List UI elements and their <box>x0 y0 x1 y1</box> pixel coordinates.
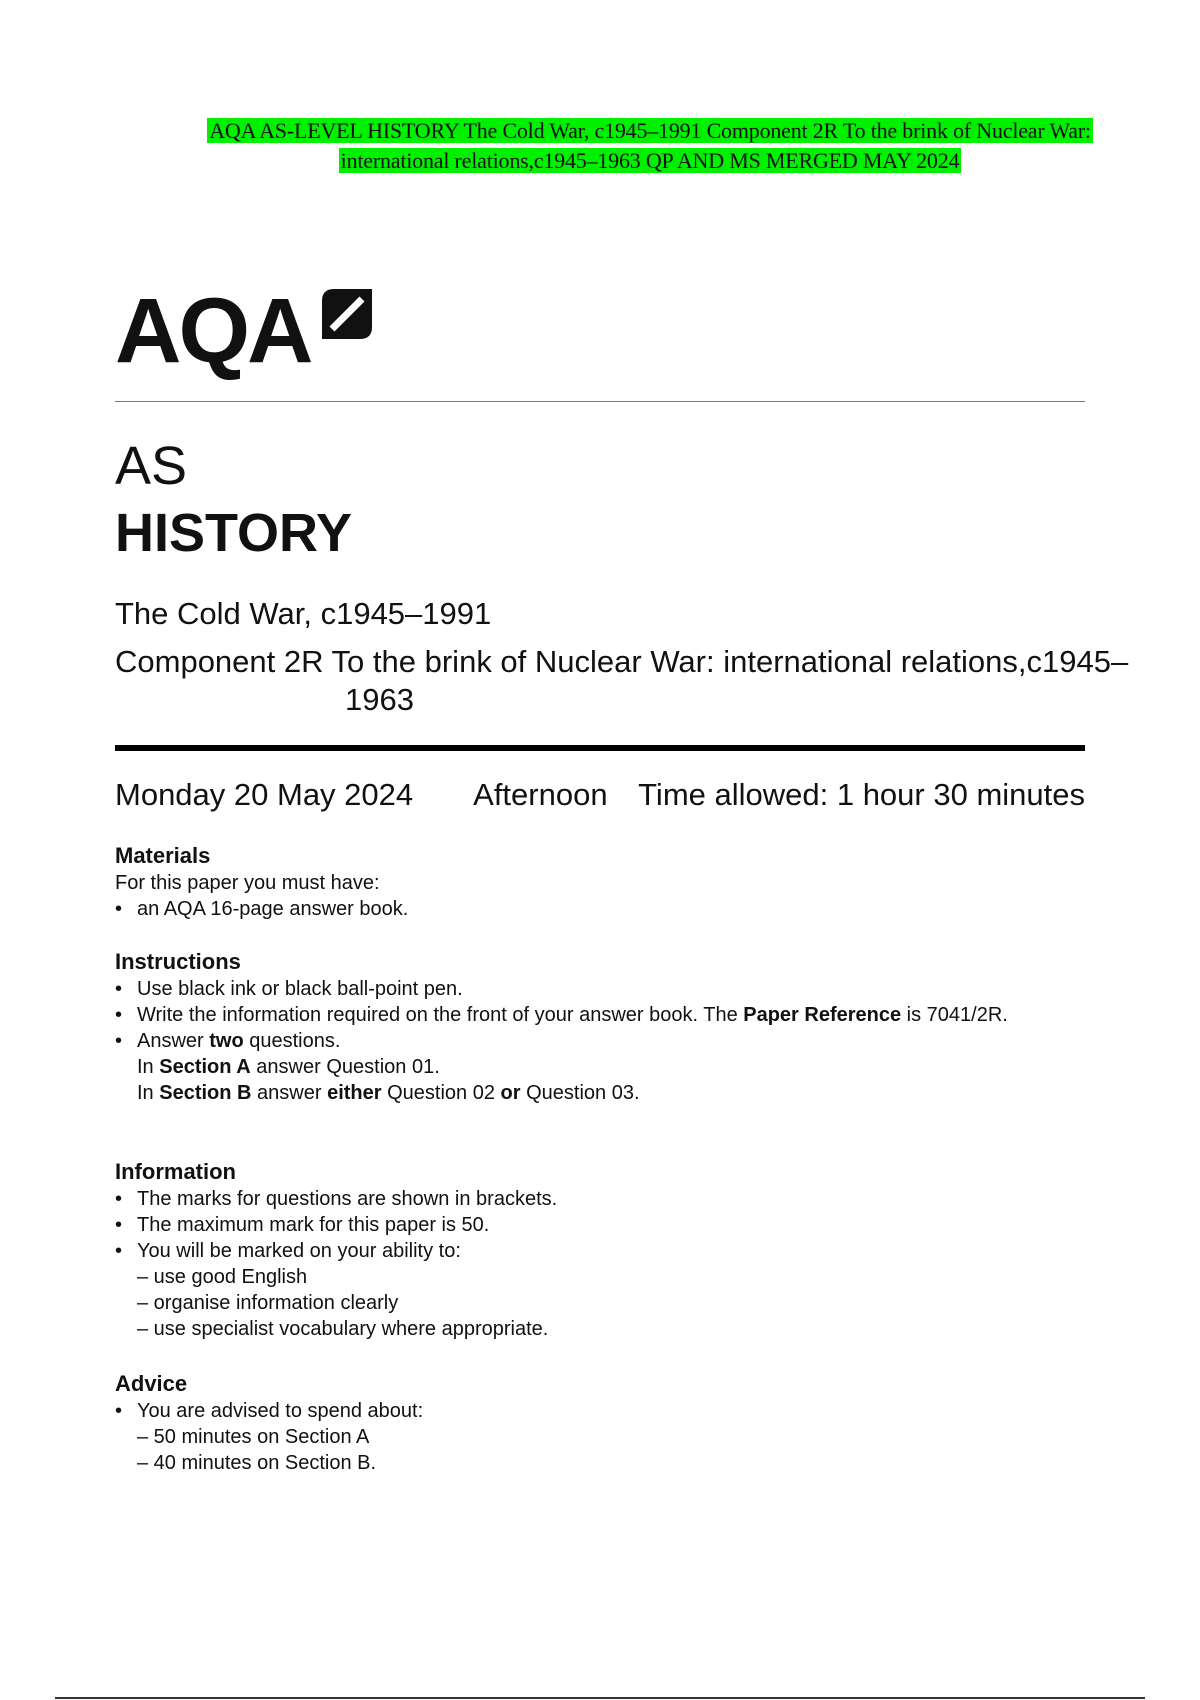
component-line-2: 1963 <box>345 682 414 717</box>
logo-text: AQA <box>115 280 311 382</box>
aqa-logo-mark-icon <box>318 285 376 343</box>
information-heading: Information <box>115 1159 236 1184</box>
list-item: • You are advised to spend about: – 50 minutes on Section A – 40 minutes on Section B. <box>115 1400 424 1474</box>
list-item: • an AQA 16-page answer book. <box>115 898 409 920</box>
component-line-1: Component 2R To the brink of Nuclear War: international relations,c1945– <box>115 644 1129 679</box>
qualification-level: AS <box>115 436 188 496</box>
title-divider <box>115 745 1085 751</box>
exam-details <box>115 775 1085 815</box>
paper-title: The Cold War, c1945–1991 <box>115 596 492 631</box>
exam-date: Monday 20 May 2024 <box>115 777 414 812</box>
list-item: • The marks for questions are shown in brackets. <box>115 1188 558 1210</box>
subject-title: HISTORY <box>115 503 353 563</box>
list-item: • The maximum mark for this paper is 50. <box>115 1214 490 1236</box>
list-item: • Write the information required on the front of your answer book. The Paper Reference is 7041/2R. <box>115 1004 1008 1026</box>
advice-heading: Advice <box>115 1371 188 1396</box>
time-allowed: Time allowed: 1 hour 30 minutes <box>638 777 1085 812</box>
instructions-section <box>115 948 1055 1106</box>
instructions-heading: Instructions <box>115 949 241 974</box>
component-title <box>115 643 1155 719</box>
materials-intro: For this paper you must have: <box>115 872 380 894</box>
information-section <box>115 1158 1055 1342</box>
list-item: • You will be marked on your ability to: – use good English – organise information clearly – use specialist vocabulary where appropriate. <box>115 1240 549 1340</box>
banner-line-1: AQA AS-LEVEL HISTORY The Cold War, c1945–1991 Component 2R To the brink of Nuclear War: <box>209 118 1091 143</box>
advice-section <box>115 1370 1055 1476</box>
list-item: • Use black ink or black ball-point pen. <box>115 978 463 1000</box>
materials-heading: Materials <box>115 843 211 868</box>
banner-line-2: international relations,c1945–1963 QP AND MS MERGED MAY 2024 <box>340 148 960 173</box>
header-divider <box>115 401 1085 402</box>
materials-section <box>115 842 1055 922</box>
aqa-logo <box>115 280 376 382</box>
list-item: • Answer two questions. In Section A answer Question 01. In Section B answer either Question 02 or Question 03. <box>115 1030 640 1104</box>
exam-session: Afternoon <box>473 777 608 812</box>
document-banner <box>120 116 1180 176</box>
footer-divider <box>55 1697 1145 1699</box>
